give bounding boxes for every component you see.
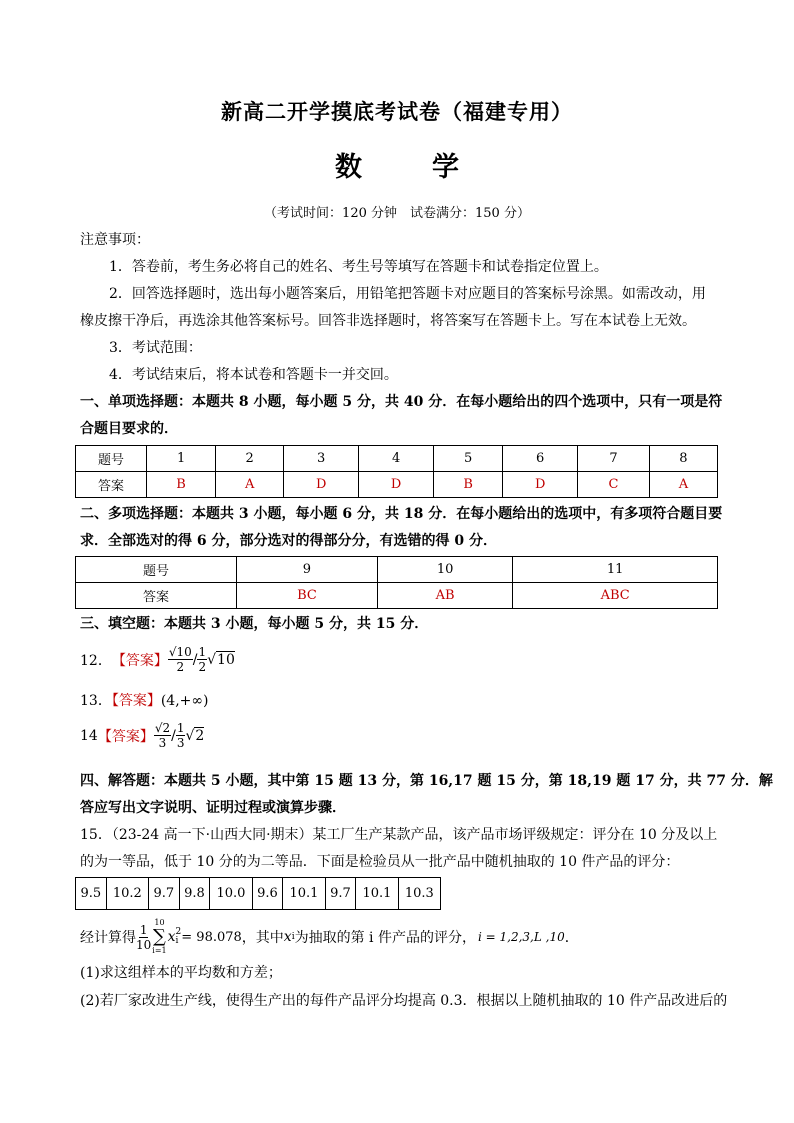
calc-desc: 为抽取的第 i 件产品的评分， — [294, 930, 476, 946]
subject-title — [0, 145, 794, 184]
q14-alt-fraction — [176, 721, 186, 750]
section2-answer-table — [75, 556, 718, 609]
score-cell: 9.7 — [325, 878, 356, 910]
answer-cell: ABC — [513, 583, 718, 609]
score-cell: 9.8 — [179, 878, 210, 910]
q12-answer-line — [80, 645, 235, 674]
table-header-cell: 题号 — [76, 446, 147, 472]
question-number-cell: 8 — [649, 446, 717, 472]
question-number-cell: 2 — [216, 446, 284, 472]
fraction-denominator: 2 — [176, 660, 185, 674]
answer-cell: AB — [377, 583, 512, 609]
score-cell: 10.2 — [106, 878, 148, 910]
fraction-denominator: 3 — [158, 736, 167, 750]
score-cell: 10.0 — [210, 878, 252, 910]
section1-answer-table — [75, 445, 718, 498]
subject-char-1: 数 — [335, 152, 362, 183]
note-item-4: 4．考试结束后，将本试卷和答题卡一并交回。 — [109, 367, 398, 383]
q14-answer-line — [80, 721, 204, 750]
table-header-cell: 题号 — [76, 557, 237, 583]
q12-number: 12． — [80, 652, 112, 669]
fraction-numerator: √10 — [168, 645, 192, 659]
calc-xi: x — [283, 929, 292, 945]
score-cell: 9.5 — [76, 878, 107, 910]
note-item-2: 2．回答选择题时，选出每小题答案后，用铅笔把答题卡对应题目的答案标号涂黑。如需改动，用 — [109, 286, 706, 302]
question-number-cell: 4 — [359, 446, 434, 472]
fraction-denominator: 2 — [198, 660, 207, 674]
section2-heading-cont: 求．全部选对的得 6 分，部分选对的得部分分，有选错的得 0 分． — [80, 533, 497, 549]
q15-part2: (2)若厂家改进生产线，使得生产出的每件产品评分均提高 0.3．根据以上随机抽取的 10 件产品改进后的 — [80, 993, 728, 1009]
calc-term-sup: 2 — [175, 927, 182, 937]
score-cell: 9.6 — [252, 878, 283, 910]
question-number-cell: 5 — [434, 446, 503, 472]
question-number-cell: 6 — [503, 446, 578, 472]
section4-heading-cont: 答应写出文字说明、证明过程或演算步骤． — [80, 800, 346, 816]
summation — [152, 918, 166, 956]
fraction-numerator: 1 — [176, 721, 185, 735]
q13-answer: (4,+∞) — [160, 693, 209, 709]
answer-cell: D — [359, 472, 434, 498]
table-row — [76, 472, 718, 498]
question-number-cell: 9 — [237, 557, 378, 583]
calc-value: = 98.078 — [181, 929, 242, 945]
exam-time-info: （考试时间：120 分钟 试卷满分：150 分） — [264, 206, 530, 221]
section1-heading-cont: 合题目要求的． — [80, 421, 178, 437]
answer-cell: A — [216, 472, 284, 498]
radicand: 2 — [195, 728, 205, 744]
scores-table — [75, 877, 441, 910]
answer-cell: D — [284, 472, 359, 498]
q15-calc-line — [80, 918, 579, 956]
q14-number: 14 — [80, 727, 98, 744]
fraction-denominator: 10 — [136, 937, 152, 952]
answer-tag: 【答案】 — [111, 693, 161, 709]
question-number-cell: 3 — [284, 446, 359, 472]
section1-heading: 一、单项选择题：本题共 8 小题，每小题 5 分，共 40 分．在每小题给出的四个选项中，只有一项是符 — [80, 394, 723, 410]
table-row — [76, 557, 718, 583]
q15-stem-line2: 的为一等品，低于 10 分的为二等品．下面是检验员从一批产品中随机抽取的 10 件产品的评分： — [80, 854, 680, 870]
fraction-numerator: 1 — [139, 922, 148, 937]
q15-stem-line1: 15．（23-24 高一下·山西大同·期末）某工厂生产某款产品，该产品市场评级规定：评分在 10 分及以上 — [80, 827, 718, 843]
q12-fraction — [168, 645, 193, 674]
exam-title: 新高二开学摸底考试卷（福建专用） — [221, 99, 573, 124]
question-number-cell: 1 — [147, 446, 216, 472]
fraction-denominator: 3 — [176, 736, 185, 750]
answer-cell: B — [434, 472, 503, 498]
table-row — [76, 878, 441, 910]
table-row — [76, 583, 718, 609]
calc-mid: ，其中 — [241, 930, 284, 946]
score-cell: 10.1 — [283, 878, 325, 910]
section2-heading: 二、多项选择题：本题共 3 小题，每小题 6 分，共 18 分．在每小题给出的选项中，有多项符合题目要 — [80, 506, 723, 522]
note-item-1: 1．答卷前，考生务必将自己的姓名、考生号等填写在答题卡和试卷指定位置上。 — [109, 259, 608, 275]
score-cell: 10.3 — [398, 878, 440, 910]
q15-part1: (1)求这组样本的平均数和方差； — [80, 965, 282, 981]
score-cell: 10.1 — [356, 878, 398, 910]
answer-separator: / — [192, 651, 198, 668]
answer-cell: C — [578, 472, 650, 498]
sqrt-icon: √ — [207, 651, 217, 668]
question-number-cell: 10 — [377, 557, 512, 583]
q14-fraction — [154, 721, 171, 750]
calc-end: ． — [564, 930, 579, 946]
q13-answer-line — [80, 690, 209, 710]
answer-separator: / — [171, 727, 176, 744]
note-item-2-cont: 橡皮擦干净后，再选涂其他答案标号。回答非选择题时，将答案写在答题卡上。写在本试卷上无效。 — [80, 313, 696, 329]
answer-tag: 【答案】 — [111, 652, 168, 669]
sum-icon: ∑ — [153, 926, 166, 947]
calc-index: i = 1,2,3,L ,10 — [477, 930, 565, 944]
section4-heading: 四、解答题：本题共 5 小题，其中第 15 题 13 分，第 16,17 题 15 分，第 18,19 题 17 分，共 77 分．解 — [80, 773, 773, 789]
calc-term-sub: i — [175, 936, 179, 946]
subject-char-2: 学 — [432, 152, 459, 183]
section3-heading: 三、填空题：本题共 3 小题，每小题 5 分，共 15 分． — [80, 616, 429, 632]
calc-xi-sub: i — [291, 932, 295, 942]
radicand: 10 — [217, 652, 235, 668]
answer-tag: 【答案】 — [97, 728, 154, 745]
table-row — [76, 446, 718, 472]
fraction-numerator: 1 — [198, 645, 207, 659]
note-item-3: 3．考试范围： — [109, 340, 202, 356]
sqrt-icon: √ — [185, 727, 195, 744]
sum-lower-limit: i=1 — [152, 946, 167, 955]
score-cell: 9.7 — [148, 878, 179, 910]
calc-fraction — [136, 923, 151, 952]
notes-heading: 注意事项： — [80, 232, 150, 248]
q12-alt-fraction — [197, 645, 207, 674]
sum-upper-limit: 10 — [154, 918, 165, 927]
answer-cell: BC — [237, 583, 378, 609]
q13-number: 13． — [80, 693, 112, 709]
answer-cell: A — [649, 472, 717, 498]
table-header-cell: 答案 — [76, 583, 237, 609]
fraction-numerator: √2 — [154, 721, 171, 735]
answer-cell: B — [147, 472, 216, 498]
question-number-cell: 11 — [513, 557, 718, 583]
calc-prefix: 经计算得 — [80, 930, 136, 946]
answer-cell: D — [503, 472, 578, 498]
calc-term: x — [167, 929, 176, 945]
table-header-cell: 答案 — [76, 472, 147, 498]
question-number-cell: 7 — [578, 446, 650, 472]
